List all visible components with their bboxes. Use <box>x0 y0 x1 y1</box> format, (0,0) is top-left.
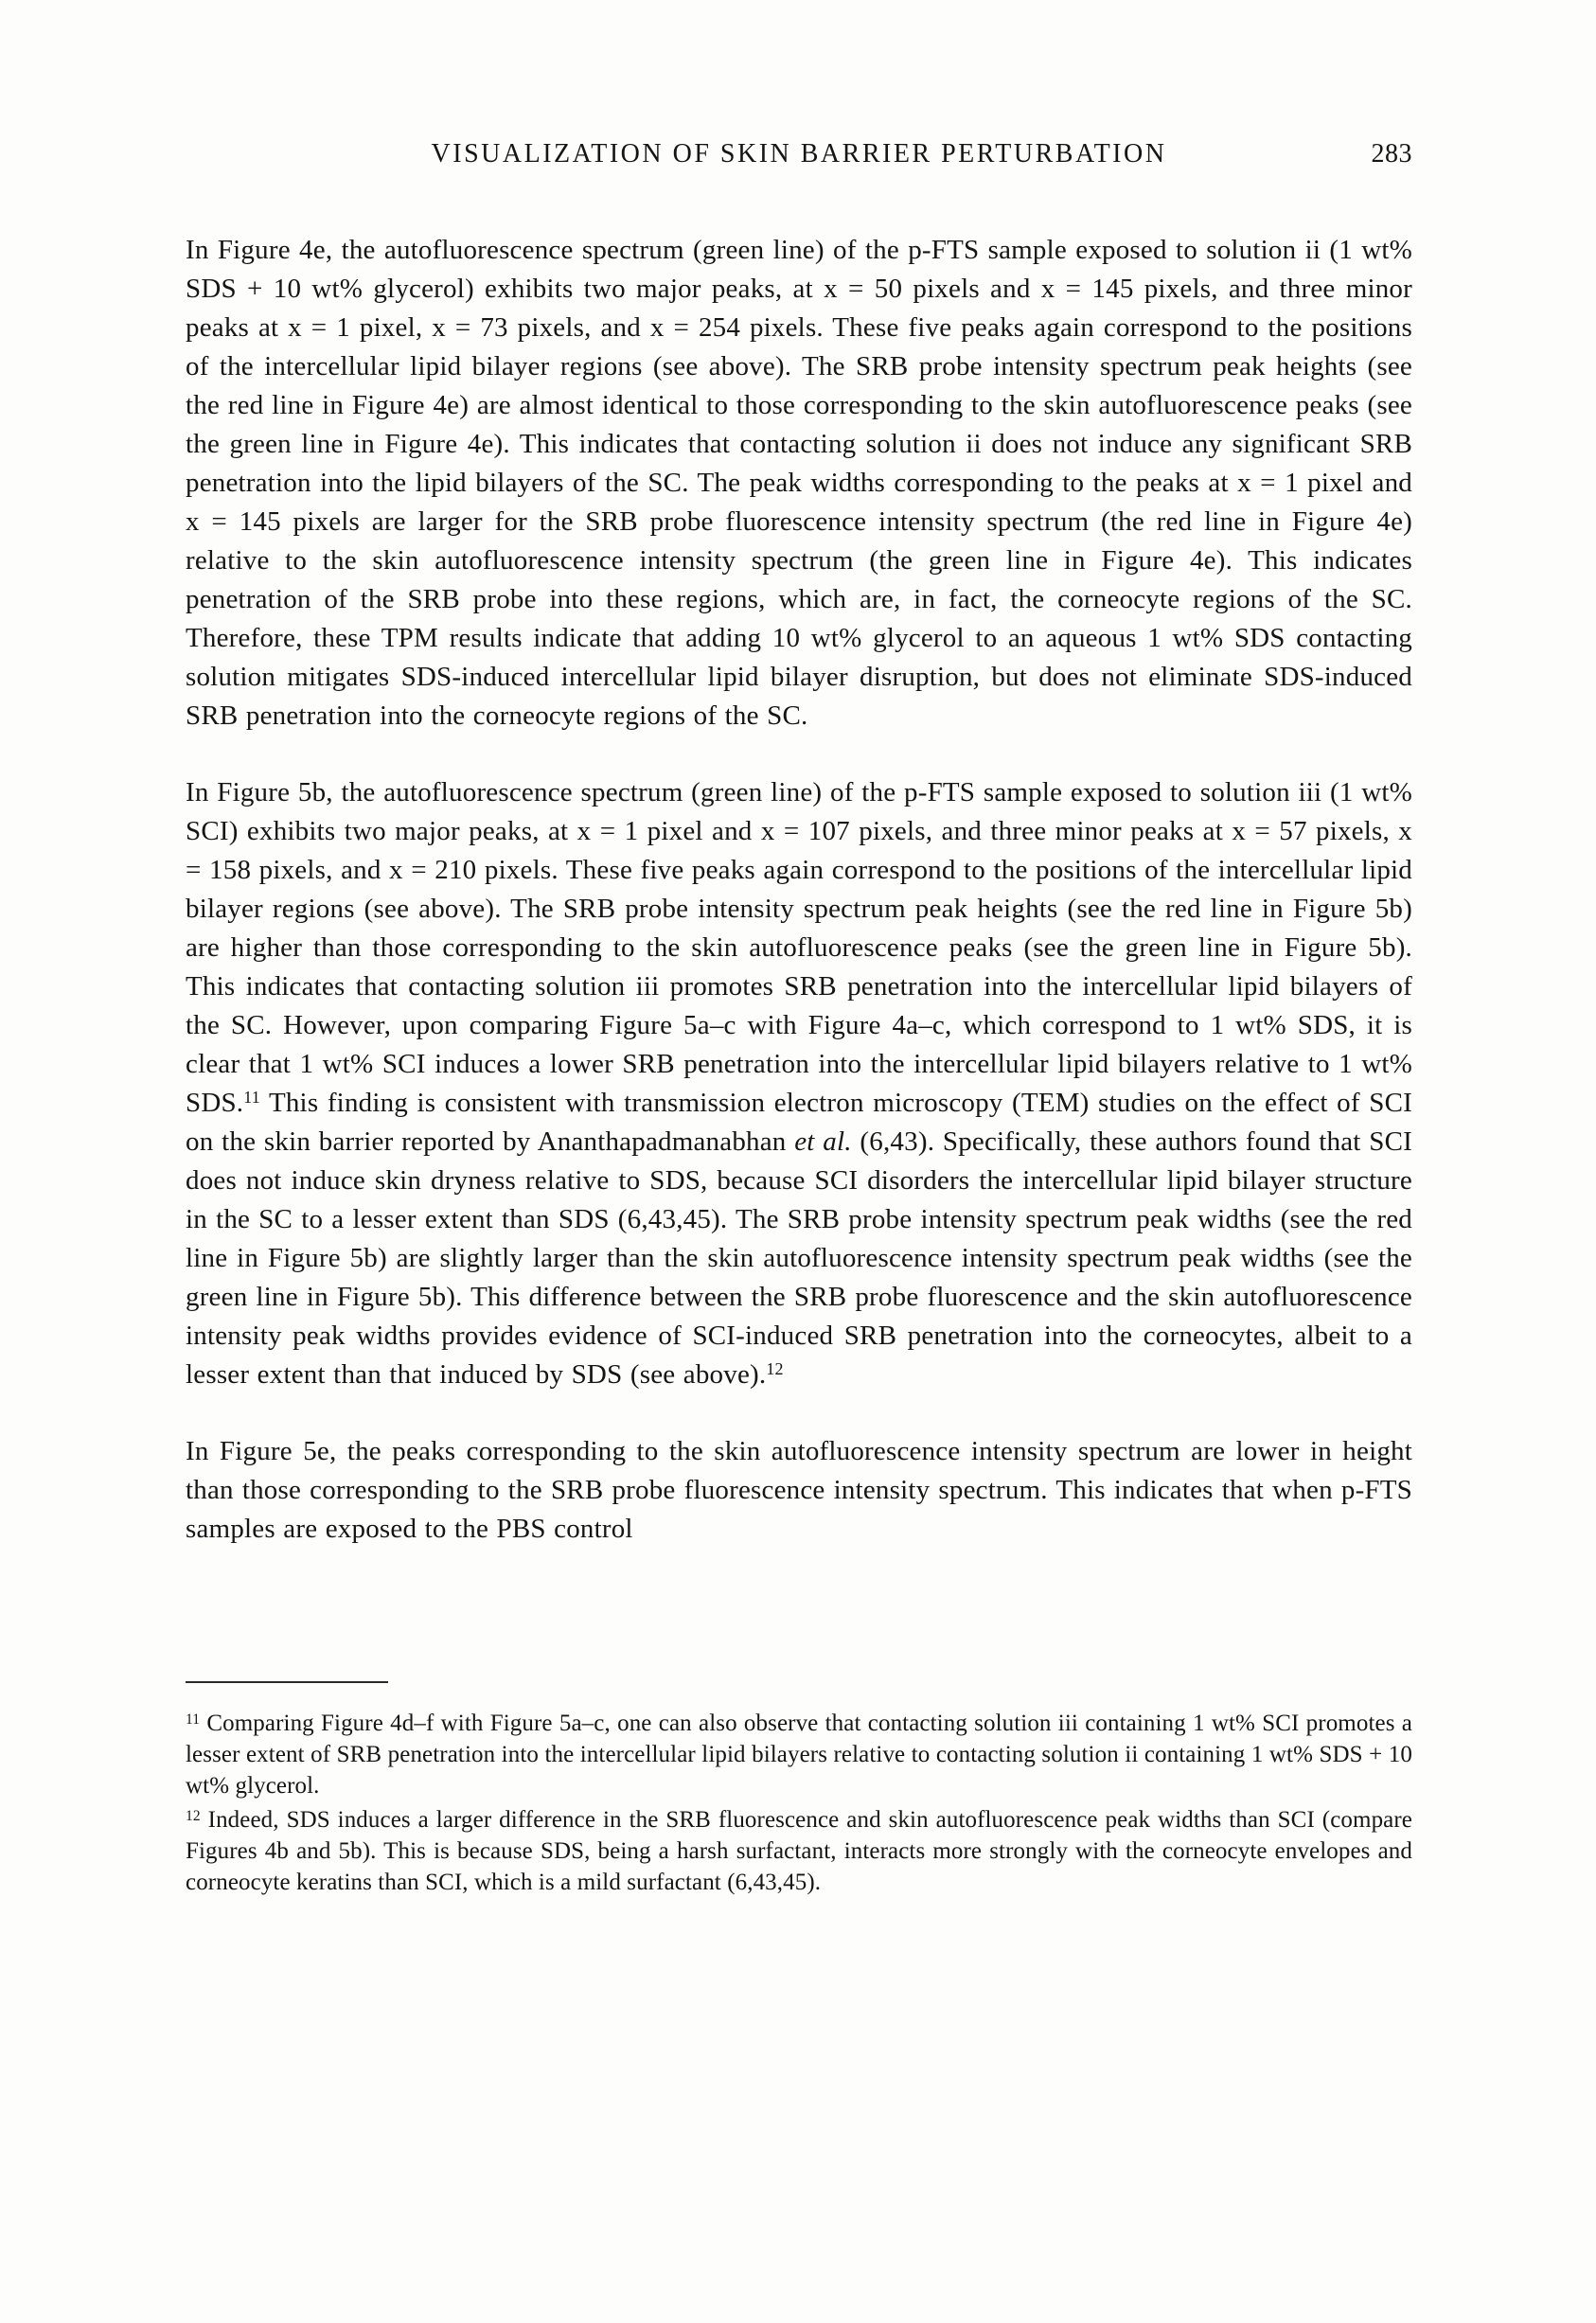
footnote-11 <box>186 1708 1412 1801</box>
article-body <box>186 231 1412 1549</box>
body-paragraph-2 <box>186 773 1412 1394</box>
paragraph-text: In Figure 4e, the autofluorescence spectrum (green line) of the p-FTS sample exposed to solution ii (1 wt% SDS + 10 wt% glycerol) exhibits two major peaks, at x = 50 pixels and x = 145 pixels, and three minor peaks at x = 1 pixel, x = 73 pixels, and x = 254 pixels. These five peaks again correspond to the positions of the intercellular lipid bilayer regions (see above). The SRB probe intensity spectrum peak heights (see the red line in Figure 4e) are almost identical to those corresponding to the skin autofluorescence peaks (see the green line in Figure 4e). This indicates that contacting solution ii does not induce any significant SRB penetration into the lipid bilayers of the SC. The peak widths corresponding to the peaks at x = 1 pixel and x = 145 pixels are larger for the SRB probe fluorescence intensity spectrum (the red line in Figure 4e) relative to the skin autofluorescence intensity spectrum (the green line in Figure 4e). This indicates penetration of the SRB probe into these regions, which are, in fact, the corneocyte regions of the SC. Therefore, these TPM results indicate that adding 10 wt% glycerol to an aqueous 1 wt% SDS contacting solution mitigates SDS-induced intercellular lipid bilayer disruption, but does not eliminate SDS-induced SRB penetration into the corneocyte regions of the SC. <box>186 235 1412 731</box>
page-header <box>186 138 1412 170</box>
footnote-ref-12: 12 <box>766 1359 784 1379</box>
paragraph-text: In Figure 5e, the peaks corresponding to the skin autofluorescence intensity spectrum are lower in height than those corresponding to the SRB probe fluorescence intensity spectrum. This indicates that when p-FTS samples are exposed to the PBS control <box>186 1436 1412 1544</box>
et-al-italic: et al. <box>794 1126 852 1157</box>
footnote-marker-11: 11 <box>186 1711 201 1728</box>
running-title: VISUALIZATION OF SKIN BARRIER PERTURBATION <box>431 139 1167 168</box>
body-paragraph-1 <box>186 231 1412 736</box>
page-number: 283 <box>1371 139 1412 168</box>
paragraph-text: (6,43). Specifically, these authors found that SCI does not induce skin dryness relative to SDS, because SCI disorders the intercellular lipid bilayer structure in the SC to a lesser extent than SDS (6,43,45). The SRB probe intensity spectrum peak widths (see the red line in Figure 5b) are slightly larger than the skin autofluorescence intensity spectrum peak widths (see the green line in Figure 5b). This difference between the SRB probe fluorescence and the skin autofluorescence intensity peak widths provides evidence of SCI-induced SRB penetration into the corneocytes, albeit to a lesser extent than that induced by SDS (see above). <box>186 1126 1412 1390</box>
footnote-separator-rule <box>186 1681 388 1683</box>
footnote-12 <box>186 1804 1412 1898</box>
body-paragraph-3 <box>186 1432 1412 1549</box>
footnote-ref-11: 11 <box>243 1088 260 1108</box>
footnotes-section <box>186 1681 1412 1898</box>
footnote-marker-12: 12 <box>186 1807 201 1824</box>
paragraph-text: In Figure 5b, the autofluorescence spectrum (green line) of the p-FTS sample exposed to solution iii (1 wt% SCI) exhibits two major peaks, at x = 1 pixel and x = 107 pixels, and three minor peaks at x = 57 pixels, x = 158 pixels, and x = 210 pixels. These five peaks again correspond to the positions of the intercellular lipid bilayer regions (see above). The SRB probe intensity spectrum peak heights (see the red line in Figure 5b) are higher than those corresponding to the skin autofluorescence peaks (see the green line in Figure 5b). This indicates that contacting solution iii promotes SRB penetration into the intercellular lipid bilayers of the SC. However, upon comparing Figure 5a–c with Figure 4a–c, which correspond to 1 wt% SDS, it is clear that 1 wt% SCI induces a lower SRB penetration into the intercellular lipid bilayers relative to 1 wt% SDS. <box>186 777 1412 1118</box>
footnote-text: Comparing Figure 4d–f with Figure 5a–c, one can also observe that contacting solution iii containing 1 wt% SCI promotes a lesser extent of SRB penetration into the intercellular lipid bilayers relative to contacting solution ii containing 1 wt% SDS + 10 wt% glycerol. <box>186 1711 1412 1799</box>
paragraph-text: This finding is consistent with transmission electron microscopy (TEM) studies on the effect of SCI on the skin barrier reported by Ananthapadmanabhan <box>186 1088 1412 1157</box>
footnote-text: Indeed, SDS induces a larger difference in the SRB fluorescence and skin autofluorescence peak widths than SCI (compare Figures 4b and 5b). This is because SDS, being a harsh surfactant, interacts more strongly with the corneocyte envelopes and corneocyte keratins than SCI, which is a mild surfactant (6,43,45). <box>186 1807 1412 1895</box>
